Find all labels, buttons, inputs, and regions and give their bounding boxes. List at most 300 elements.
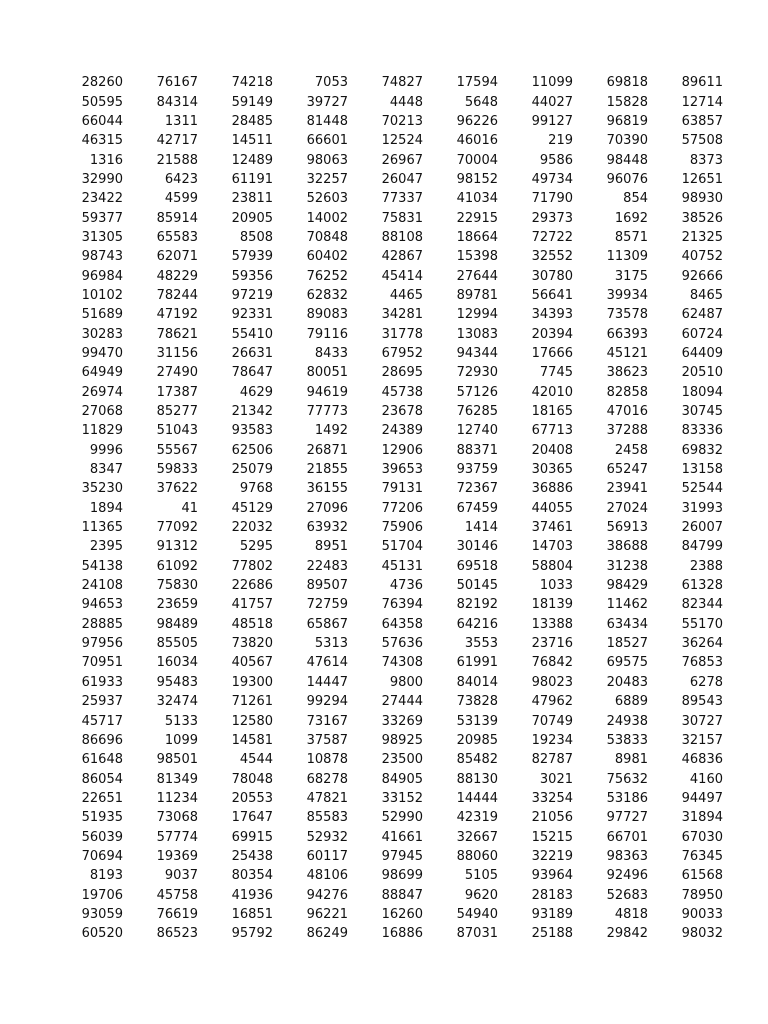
- table-row: [48, 170, 723, 189]
- table-cell: 55567: [156, 442, 198, 458]
- table-row: [48, 383, 723, 402]
- table-cell: 46016: [456, 133, 498, 149]
- table-cell: 26967: [381, 152, 423, 168]
- table-cell: 70848: [306, 229, 348, 245]
- table-cell: 37461: [531, 520, 573, 536]
- table-cell: 25079: [231, 462, 273, 478]
- table-cell: 82192: [456, 597, 498, 613]
- table-row: [48, 518, 723, 537]
- table-cell: 9996: [89, 442, 123, 458]
- table-row: [48, 421, 723, 440]
- table-cell: 76345: [681, 848, 723, 864]
- table-cell: 14511: [231, 133, 273, 149]
- table-cell: 21855: [306, 462, 348, 478]
- table-cell: 57508: [681, 133, 723, 149]
- table-cell: 61991: [456, 655, 498, 671]
- table-cell: 47614: [306, 655, 348, 671]
- table-cell: 23500: [381, 752, 423, 768]
- table-cell: 32474: [156, 694, 198, 710]
- table-cell: 62832: [306, 287, 348, 303]
- table-cell: 22915: [456, 210, 498, 226]
- table-row: [48, 692, 723, 711]
- table-body: [48, 73, 723, 943]
- table-cell: 30727: [681, 713, 723, 729]
- table-cell: 28260: [81, 75, 123, 91]
- table-row: [48, 885, 723, 904]
- table-cell: 6278: [689, 674, 723, 690]
- table-cell: 38623: [606, 365, 648, 381]
- table-cell: 52683: [606, 887, 648, 903]
- table-cell: 46836: [681, 752, 723, 768]
- table-cell: 12906: [381, 442, 423, 458]
- table-cell: 57939: [231, 249, 273, 265]
- table-cell: 1492: [314, 423, 348, 439]
- table-cell: 6889: [614, 694, 648, 710]
- table-cell: 42319: [456, 810, 498, 826]
- table-cell: 32157: [681, 732, 723, 748]
- table-cell: 60520: [81, 926, 123, 942]
- table-cell: 4736: [389, 578, 423, 594]
- table-cell: 51689: [81, 307, 123, 323]
- table-row: [48, 305, 723, 324]
- table-cell: 70390: [606, 133, 648, 149]
- table-cell: 47016: [606, 404, 648, 420]
- table-cell: 80354: [231, 868, 273, 884]
- table-cell: 70004: [456, 152, 498, 168]
- table-cell: 75906: [381, 520, 423, 536]
- table-cell: 61568: [681, 868, 723, 884]
- table-cell: 93189: [531, 906, 573, 922]
- table-cell: 26047: [381, 171, 423, 187]
- table-cell: 60117: [306, 848, 348, 864]
- table-cell: 98429: [606, 578, 648, 594]
- table-cell: 36155: [306, 481, 348, 497]
- table-cell: 10878: [306, 752, 348, 768]
- table-cell: 97727: [606, 810, 648, 826]
- table-cell: 45738: [381, 384, 423, 400]
- table-cell: 67030: [681, 829, 723, 845]
- table-cell: 63932: [306, 520, 348, 536]
- table-cell: 25188: [531, 926, 573, 942]
- table-cell: 23941: [606, 481, 648, 497]
- table-cell: 45758: [156, 887, 198, 903]
- table-cell: 86249: [306, 926, 348, 942]
- table-cell: 51043: [156, 423, 198, 439]
- table-cell: 98501: [156, 752, 198, 768]
- table-cell: 73167: [306, 713, 348, 729]
- table-cell: 36886: [531, 481, 573, 497]
- table-cell: 61328: [681, 578, 723, 594]
- table-cell: 77092: [156, 520, 198, 536]
- table-cell: 8347: [89, 462, 123, 478]
- table-cell: 93964: [531, 868, 573, 884]
- table-cell: 98699: [381, 868, 423, 884]
- table-cell: 12524: [381, 133, 423, 149]
- table-cell: 16034: [156, 655, 198, 671]
- table-cell: 8508: [239, 229, 273, 245]
- table-row: [48, 789, 723, 808]
- table-cell: 59377: [81, 210, 123, 226]
- table-cell: 45414: [381, 268, 423, 284]
- table-cell: 60402: [306, 249, 348, 265]
- table-cell: 16886: [381, 926, 423, 942]
- table-cell: 80051: [306, 365, 348, 381]
- table-cell: 11309: [606, 249, 648, 265]
- table-cell: 98925: [381, 732, 423, 748]
- table-cell: 45121: [606, 345, 648, 361]
- table-cell: 69575: [606, 655, 648, 671]
- table-cell: 20905: [231, 210, 273, 226]
- table-cell: 30283: [81, 326, 123, 342]
- table-cell: 56913: [606, 520, 648, 536]
- table-cell: 11099: [531, 75, 573, 91]
- table-cell: 67952: [381, 345, 423, 361]
- table-cell: 85277: [156, 404, 198, 420]
- table-cell: 8951: [314, 539, 348, 555]
- table-cell: 94653: [81, 597, 123, 613]
- table-cell: 88371: [456, 442, 498, 458]
- table-cell: 99470: [81, 345, 123, 361]
- table-cell: 39727: [306, 94, 348, 110]
- table-cell: 96226: [456, 113, 498, 129]
- table-cell: 19234: [531, 732, 573, 748]
- table-cell: 23716: [531, 636, 573, 652]
- table-cell: 11365: [81, 520, 123, 536]
- table-cell: 19369: [156, 848, 198, 864]
- table-cell: 33254: [531, 790, 573, 806]
- table-cell: 12740: [456, 423, 498, 439]
- table-row: [48, 286, 723, 305]
- table-cell: 4599: [164, 191, 198, 207]
- table-cell: 81349: [156, 771, 198, 787]
- table-cell: 23811: [231, 191, 273, 207]
- table-cell: 17594: [456, 75, 498, 91]
- table-cell: 71790: [531, 191, 573, 207]
- table-row: [48, 131, 723, 150]
- table-cell: 96221: [306, 906, 348, 922]
- table-cell: 85505: [156, 636, 198, 652]
- table-cell: 9800: [389, 674, 423, 690]
- table-cell: 86696: [81, 732, 123, 748]
- table-cell: 5133: [164, 713, 198, 729]
- table-cell: 56641: [531, 287, 573, 303]
- table-cell: 82344: [681, 597, 723, 613]
- table-cell: 53139: [456, 713, 498, 729]
- table-cell: 14444: [456, 790, 498, 806]
- table-cell: 10102: [81, 287, 123, 303]
- table-cell: 41: [181, 500, 198, 516]
- table-row: [48, 808, 723, 827]
- table-cell: 12580: [231, 713, 273, 729]
- table-cell: 28695: [381, 365, 423, 381]
- table-cell: 96984: [81, 268, 123, 284]
- table-cell: 39653: [381, 462, 423, 478]
- table-cell: 6423: [164, 171, 198, 187]
- table-cell: 89083: [306, 307, 348, 323]
- table-row: [48, 499, 723, 518]
- table-cell: 4160: [689, 771, 723, 787]
- table-cell: 12714: [681, 94, 723, 110]
- table-cell: 97219: [231, 287, 273, 303]
- table-cell: 82787: [531, 752, 573, 768]
- table-cell: 84314: [156, 94, 198, 110]
- table-row: [48, 750, 723, 769]
- table-cell: 3175: [614, 268, 648, 284]
- table-cell: 57636: [381, 636, 423, 652]
- table-cell: 64358: [381, 616, 423, 632]
- table-cell: 13158: [681, 462, 723, 478]
- table-cell: 16851: [231, 906, 273, 922]
- table-cell: 40567: [231, 655, 273, 671]
- table-cell: 23659: [156, 597, 198, 613]
- table-cell: 11462: [606, 597, 648, 613]
- table-row: [48, 557, 723, 576]
- table-cell: 11829: [81, 423, 123, 439]
- table-cell: 31778: [381, 326, 423, 342]
- table-cell: 22483: [306, 558, 348, 574]
- table-cell: 76167: [156, 75, 198, 91]
- table-cell: 32990: [81, 171, 123, 187]
- table-cell: 24938: [606, 713, 648, 729]
- table-row: [48, 247, 723, 266]
- table-cell: 14703: [531, 539, 573, 555]
- table-cell: 41034: [456, 191, 498, 207]
- table-cell: 85583: [306, 810, 348, 826]
- table-cell: 21342: [231, 404, 273, 420]
- table-cell: 99127: [531, 113, 573, 129]
- table-cell: 54138: [81, 558, 123, 574]
- table-cell: 219: [548, 133, 573, 149]
- table-cell: 58804: [531, 558, 573, 574]
- table-cell: 59149: [231, 94, 273, 110]
- table-cell: 29842: [606, 926, 648, 942]
- table-cell: 31305: [81, 229, 123, 245]
- table-cell: 12651: [681, 171, 723, 187]
- table-cell: 21588: [156, 152, 198, 168]
- table-cell: 28485: [231, 113, 273, 129]
- table-cell: 88060: [456, 848, 498, 864]
- table-cell: 20553: [231, 790, 273, 806]
- table-cell: 67713: [531, 423, 573, 439]
- table-cell: 55170: [681, 616, 723, 632]
- table-cell: 64949: [81, 365, 123, 381]
- table-cell: 96819: [606, 113, 648, 129]
- table-cell: 76842: [531, 655, 573, 671]
- table-cell: 8433: [314, 345, 348, 361]
- table-cell: 75830: [156, 578, 198, 594]
- table-cell: 32257: [306, 171, 348, 187]
- table-row: [48, 866, 723, 885]
- table-cell: 94276: [306, 887, 348, 903]
- table-cell: 37587: [306, 732, 348, 748]
- table-cell: 2388: [689, 558, 723, 574]
- table-cell: 91312: [156, 539, 198, 555]
- table-cell: 93059: [81, 906, 123, 922]
- table-cell: 95792: [231, 926, 273, 942]
- table-cell: 2395: [89, 539, 123, 555]
- table-cell: 31894: [681, 810, 723, 826]
- table-cell: 38688: [606, 539, 648, 555]
- table-cell: 32219: [531, 848, 573, 864]
- table-cell: 8373: [689, 152, 723, 168]
- table-cell: 98489: [156, 616, 198, 632]
- table-row: [48, 847, 723, 866]
- table-cell: 71261: [231, 694, 273, 710]
- table-row: [48, 460, 723, 479]
- table-cell: 88108: [381, 229, 423, 245]
- table-cell: 96076: [606, 171, 648, 187]
- table-cell: 27490: [156, 365, 198, 381]
- table-cell: 21325: [681, 229, 723, 245]
- table-cell: 854: [623, 191, 648, 207]
- table-cell: 48518: [231, 616, 273, 632]
- table-cell: 22651: [81, 790, 123, 806]
- table-cell: 52932: [306, 829, 348, 845]
- table-cell: 27644: [456, 268, 498, 284]
- table-cell: 70951: [81, 655, 123, 671]
- table-cell: 26974: [81, 384, 123, 400]
- table-cell: 76252: [306, 268, 348, 284]
- table-cell: 69832: [681, 442, 723, 458]
- table-cell: 78647: [231, 365, 273, 381]
- table-row: [48, 112, 723, 131]
- table-cell: 45131: [381, 558, 423, 574]
- table-cell: 18165: [531, 404, 573, 420]
- table-cell: 4544: [239, 752, 273, 768]
- table-cell: 72930: [456, 365, 498, 381]
- table-cell: 45717: [81, 713, 123, 729]
- table-row: [48, 634, 723, 653]
- table-cell: 79131: [381, 481, 423, 497]
- table-cell: 5105: [464, 868, 498, 884]
- table-cell: 48106: [306, 868, 348, 884]
- table-cell: 53186: [606, 790, 648, 806]
- table-row: [48, 189, 723, 208]
- table-cell: 76619: [156, 906, 198, 922]
- table-cell: 3021: [539, 771, 573, 787]
- table-cell: 1414: [464, 520, 498, 536]
- table-cell: 95483: [156, 674, 198, 690]
- table-cell: 30146: [456, 539, 498, 555]
- table-cell: 82858: [606, 384, 648, 400]
- table-cell: 53833: [606, 732, 648, 748]
- table-cell: 94497: [681, 790, 723, 806]
- table-cell: 70213: [381, 113, 423, 129]
- table-cell: 52603: [306, 191, 348, 207]
- table-cell: 1033: [539, 578, 573, 594]
- table-cell: 49734: [531, 171, 573, 187]
- table-cell: 27096: [306, 500, 348, 516]
- table-cell: 73828: [456, 694, 498, 710]
- table-cell: 5295: [239, 539, 273, 555]
- table-row: [48, 731, 723, 750]
- table-row: [48, 266, 723, 285]
- table-row: [48, 615, 723, 634]
- table-cell: 32552: [531, 249, 573, 265]
- table-cell: 30780: [531, 268, 573, 284]
- table-cell: 81448: [306, 113, 348, 129]
- table-cell: 52544: [681, 481, 723, 497]
- table-cell: 51935: [81, 810, 123, 826]
- table-cell: 13388: [531, 616, 573, 632]
- table-cell: 98023: [531, 674, 573, 690]
- table-cell: 62071: [156, 249, 198, 265]
- table-cell: 54940: [456, 906, 498, 922]
- table-cell: 89507: [306, 578, 348, 594]
- table-cell: 18139: [531, 597, 573, 613]
- table-cell: 76853: [681, 655, 723, 671]
- table-cell: 52990: [381, 810, 423, 826]
- table-row: [48, 827, 723, 846]
- table-cell: 69915: [231, 829, 273, 845]
- table-cell: 61648: [81, 752, 123, 768]
- table-row: [48, 769, 723, 788]
- table-row: [48, 479, 723, 498]
- table-row: [48, 363, 723, 382]
- table-cell: 8193: [89, 868, 123, 884]
- table-cell: 63857: [681, 113, 723, 129]
- table-cell: 4448: [389, 94, 423, 110]
- table-cell: 31156: [156, 345, 198, 361]
- table-cell: 78048: [231, 771, 273, 787]
- table-cell: 84014: [456, 674, 498, 690]
- table-cell: 17666: [531, 345, 573, 361]
- table-cell: 78950: [681, 887, 723, 903]
- table-cell: 23422: [81, 191, 123, 207]
- table-cell: 90033: [681, 906, 723, 922]
- table-cell: 42717: [156, 133, 198, 149]
- table-cell: 94344: [456, 345, 498, 361]
- table-cell: 35230: [81, 481, 123, 497]
- table-cell: 59833: [156, 462, 198, 478]
- table-cell: 17647: [231, 810, 273, 826]
- table-cell: 67459: [456, 500, 498, 516]
- table-cell: 9586: [539, 152, 573, 168]
- table-cell: 24389: [381, 423, 423, 439]
- table-cell: 13083: [456, 326, 498, 342]
- table-cell: 73820: [231, 636, 273, 652]
- table-cell: 92331: [231, 307, 273, 323]
- table-cell: 51704: [381, 539, 423, 555]
- table-row: [48, 150, 723, 169]
- table-cell: 41936: [231, 887, 273, 903]
- table-cell: 40752: [681, 249, 723, 265]
- table-cell: 18664: [456, 229, 498, 245]
- table-row: [48, 324, 723, 343]
- table-cell: 14447: [306, 674, 348, 690]
- table-cell: 74218: [231, 75, 273, 91]
- table-cell: 72722: [531, 229, 573, 245]
- table-cell: 26871: [306, 442, 348, 458]
- table-row: [48, 905, 723, 924]
- table-cell: 94619: [306, 384, 348, 400]
- table-cell: 50595: [81, 94, 123, 110]
- table-cell: 28885: [81, 616, 123, 632]
- table-cell: 18527: [606, 636, 648, 652]
- table-cell: 30745: [681, 404, 723, 420]
- table-cell: 62506: [231, 442, 273, 458]
- table-cell: 41757: [231, 597, 273, 613]
- table-cell: 27024: [606, 500, 648, 516]
- table-row: [48, 653, 723, 672]
- table-cell: 70694: [81, 848, 123, 864]
- table-cell: 66393: [606, 326, 648, 342]
- table-cell: 88130: [456, 771, 498, 787]
- table-cell: 7745: [539, 365, 573, 381]
- table-cell: 15828: [606, 94, 648, 110]
- table-cell: 89611: [681, 75, 723, 91]
- table-cell: 57774: [156, 829, 198, 845]
